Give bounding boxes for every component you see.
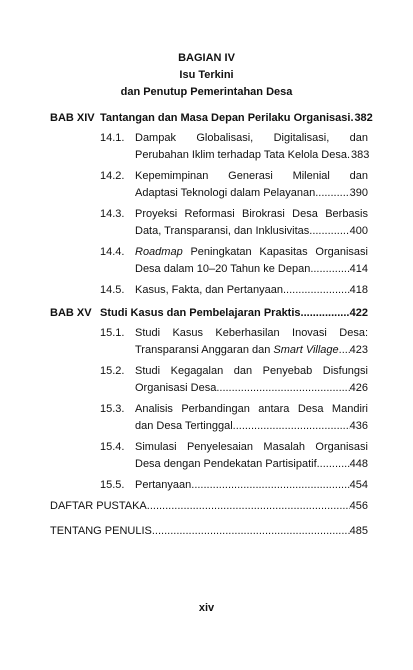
entry-page: 436	[349, 420, 368, 432]
entry-number: 14.3.	[100, 208, 125, 220]
entry-title-line2: Perubahan Iklim terhadap Tata Kelola Desa	[135, 149, 347, 161]
entry-page: 414	[349, 263, 368, 275]
leader-dots	[309, 223, 349, 240]
entry-page: 390	[349, 187, 368, 199]
entry-title-line1: Kepemimpinan Generasi Milenial dan	[135, 170, 368, 182]
entry-title-rest: Peningkatan Kapasitas Organisasi	[182, 246, 368, 258]
entry-title: Pertanyaan	[135, 479, 192, 491]
entry-title-line1: Dampak Globalisasi, Digitalisasi, dan	[135, 132, 368, 144]
toc-entry-15-2[interactable]	[50, 363, 368, 397]
toc-entry-15-5[interactable]	[50, 477, 368, 494]
leader-dots	[191, 477, 349, 494]
toc-entry-daftar-pustaka[interactable]	[50, 498, 368, 515]
chapter-label: BAB XV	[50, 307, 92, 319]
entry-page: 454	[349, 479, 368, 491]
back-matter-title: DAFTAR PUSTAKA	[50, 500, 147, 512]
entry-title-italic: Roadmap	[135, 246, 183, 258]
leader-dots	[310, 261, 349, 278]
leader-dots	[283, 282, 350, 299]
entry-title-line1: Analisis Perbandingan antara Desa Mandiri	[135, 403, 368, 415]
entry-page: 448	[349, 458, 368, 470]
back-matter-page: 485	[349, 525, 368, 537]
entry-title-line1: Simulasi Penyelesaian Masalah Organisasi	[135, 441, 368, 453]
toc-entry-14-3[interactable]	[50, 206, 368, 240]
chapter-page: 382	[354, 112, 373, 124]
toc-entry-15-3[interactable]	[50, 401, 368, 435]
chapter-heading-xv[interactable]	[50, 305, 368, 322]
table-of-contents	[50, 110, 373, 544]
leader-dots	[339, 342, 350, 359]
part-subtitle: dan Penutup Pemerintahan Desa	[120, 86, 293, 98]
leader-dots	[216, 380, 349, 397]
part-title: Isu Terkini	[179, 69, 234, 81]
back-matter-title: TENTANG PENULIS	[50, 525, 152, 537]
entry-number: 14.4.	[100, 246, 125, 258]
toc-entry-14-5[interactable]	[50, 282, 368, 299]
page-number: xiv	[198, 602, 215, 614]
chapter-page: 422	[349, 307, 368, 319]
entry-title-line2: Desa dalam 10–20 Tahun ke Depan	[135, 263, 311, 275]
leader-dots	[317, 456, 350, 473]
toc-entry-15-1[interactable]	[50, 325, 368, 359]
entry-number: 15.2.	[100, 365, 125, 377]
entry-title-line2-text: Transparansi Anggaran dan	[135, 344, 274, 356]
entry-title-italic: Smart Village	[273, 344, 339, 356]
entry-title-line1: Proyeksi Reformasi Birokrasi Desa Berbasis	[135, 208, 368, 220]
toc-entry-15-4[interactable]	[50, 439, 368, 473]
leader-dots	[233, 418, 350, 435]
toc-entry-tentang-penulis[interactable]	[50, 523, 368, 540]
entry-page: 426	[349, 382, 368, 394]
entry-title: Kasus, Fakta, dan Pertanyaan	[135, 284, 283, 296]
entry-number: 15.3.	[100, 403, 125, 415]
toc-entry-14-1[interactable]	[50, 130, 368, 164]
chapter-label: BAB XIV	[50, 112, 95, 124]
entry-number: 14.1.	[100, 132, 125, 144]
leader-dots	[301, 305, 350, 322]
entry-title-line2: Data, Transparansi, dan Inklusivitas	[135, 225, 310, 237]
leader-dots	[147, 498, 350, 515]
entry-title-line1: Studi Kasus Keberhasilan Inovasi Desa:	[135, 327, 368, 339]
part-label: BAGIAN IV	[178, 52, 235, 64]
entry-title-line1: Studi Kegagalan dan Penyebab Disfungsi	[135, 365, 368, 377]
entry-page: 423	[349, 344, 368, 356]
entry-title-line2: Desa dengan Pendekatan Partisipatif	[135, 458, 317, 470]
entry-title-line2: dan Desa Tertinggal	[135, 420, 233, 432]
chapter-heading-xiv[interactable]	[50, 110, 373, 127]
entry-page: 400	[349, 225, 368, 237]
chapter-title: Tantangan dan Masa Depan Perilaku Organisasi	[100, 112, 351, 124]
toc-entry-14-2[interactable]	[50, 168, 368, 202]
back-matter-page: 456	[349, 500, 368, 512]
entry-number: 15.1.	[100, 327, 125, 339]
entry-number: 15.4.	[100, 441, 125, 453]
entry-title-line2	[135, 342, 339, 359]
entry-page: 383	[351, 149, 370, 161]
entry-title-line2: Adaptasi Teknologi dalam Pelayanan	[135, 187, 316, 199]
leader-dots	[152, 523, 350, 540]
chapter-title: Studi Kasus dan Pembelajaran Praktis	[100, 307, 301, 319]
entry-number: 14.2.	[100, 170, 125, 182]
toc-entry-14-4[interactable]	[50, 244, 368, 278]
entry-number: 15.5.	[100, 479, 125, 491]
entry-title-line1	[135, 244, 368, 261]
entry-number: 14.5.	[100, 284, 125, 296]
leader-dots	[315, 185, 349, 202]
entry-page: 418	[349, 284, 368, 296]
entry-title-line2: Organisasi Desa	[135, 382, 217, 394]
